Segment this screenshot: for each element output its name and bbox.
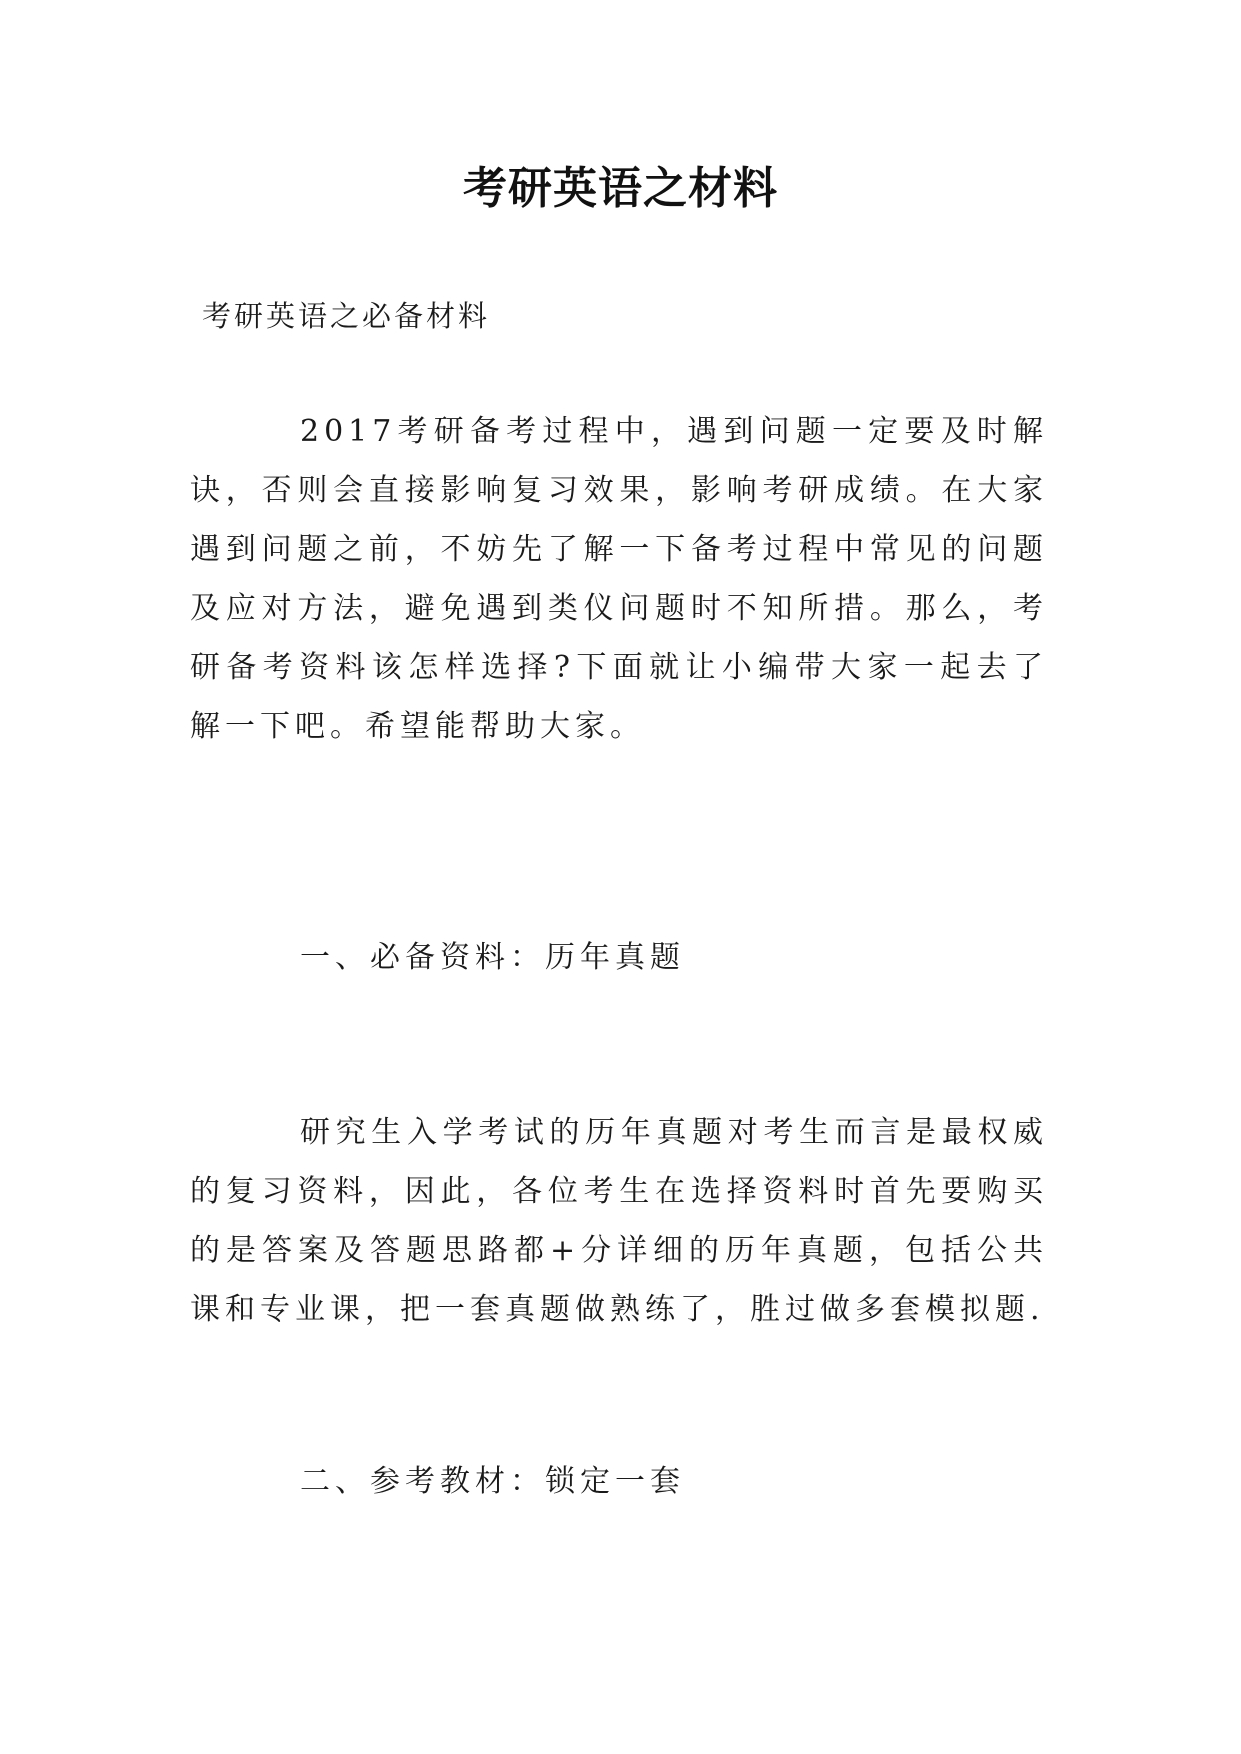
section-heading-2: 二、参考教材：锁定一套 (300, 1464, 685, 1499)
intro-paragraph: 2017考研备考过程中，遇到问题一定要及时解诀，否则会直接影响复习效果，影响考研成绩。在大家遇到问题之前，不妨先了解一下备考过程中常见的问题及应对方法，避免遇到类仪问题时不知所措。那么，考研备考资料该怎样选择?下面就让小编带大家一起去了解一下吧。希望能帮助大家。 (190, 414, 1048, 744)
document-subtitle: 考研英语之必备材料 (202, 299, 491, 333)
section-1-paragraph: 研究生入学考试的历年真题对考生而言是最权威的复习资料，因此，各位考生在选择资料时首先要购买的是答案及答题思路都+分详细的历年真题，包括公共课和专业课，把一套真题做熟练了，胜过做多套模拟题. (190, 1115, 1048, 1327)
document-title: 考研英语之材料 (463, 163, 778, 214)
section-heading-1: 一、必备资料：历年真题 (300, 940, 685, 975)
